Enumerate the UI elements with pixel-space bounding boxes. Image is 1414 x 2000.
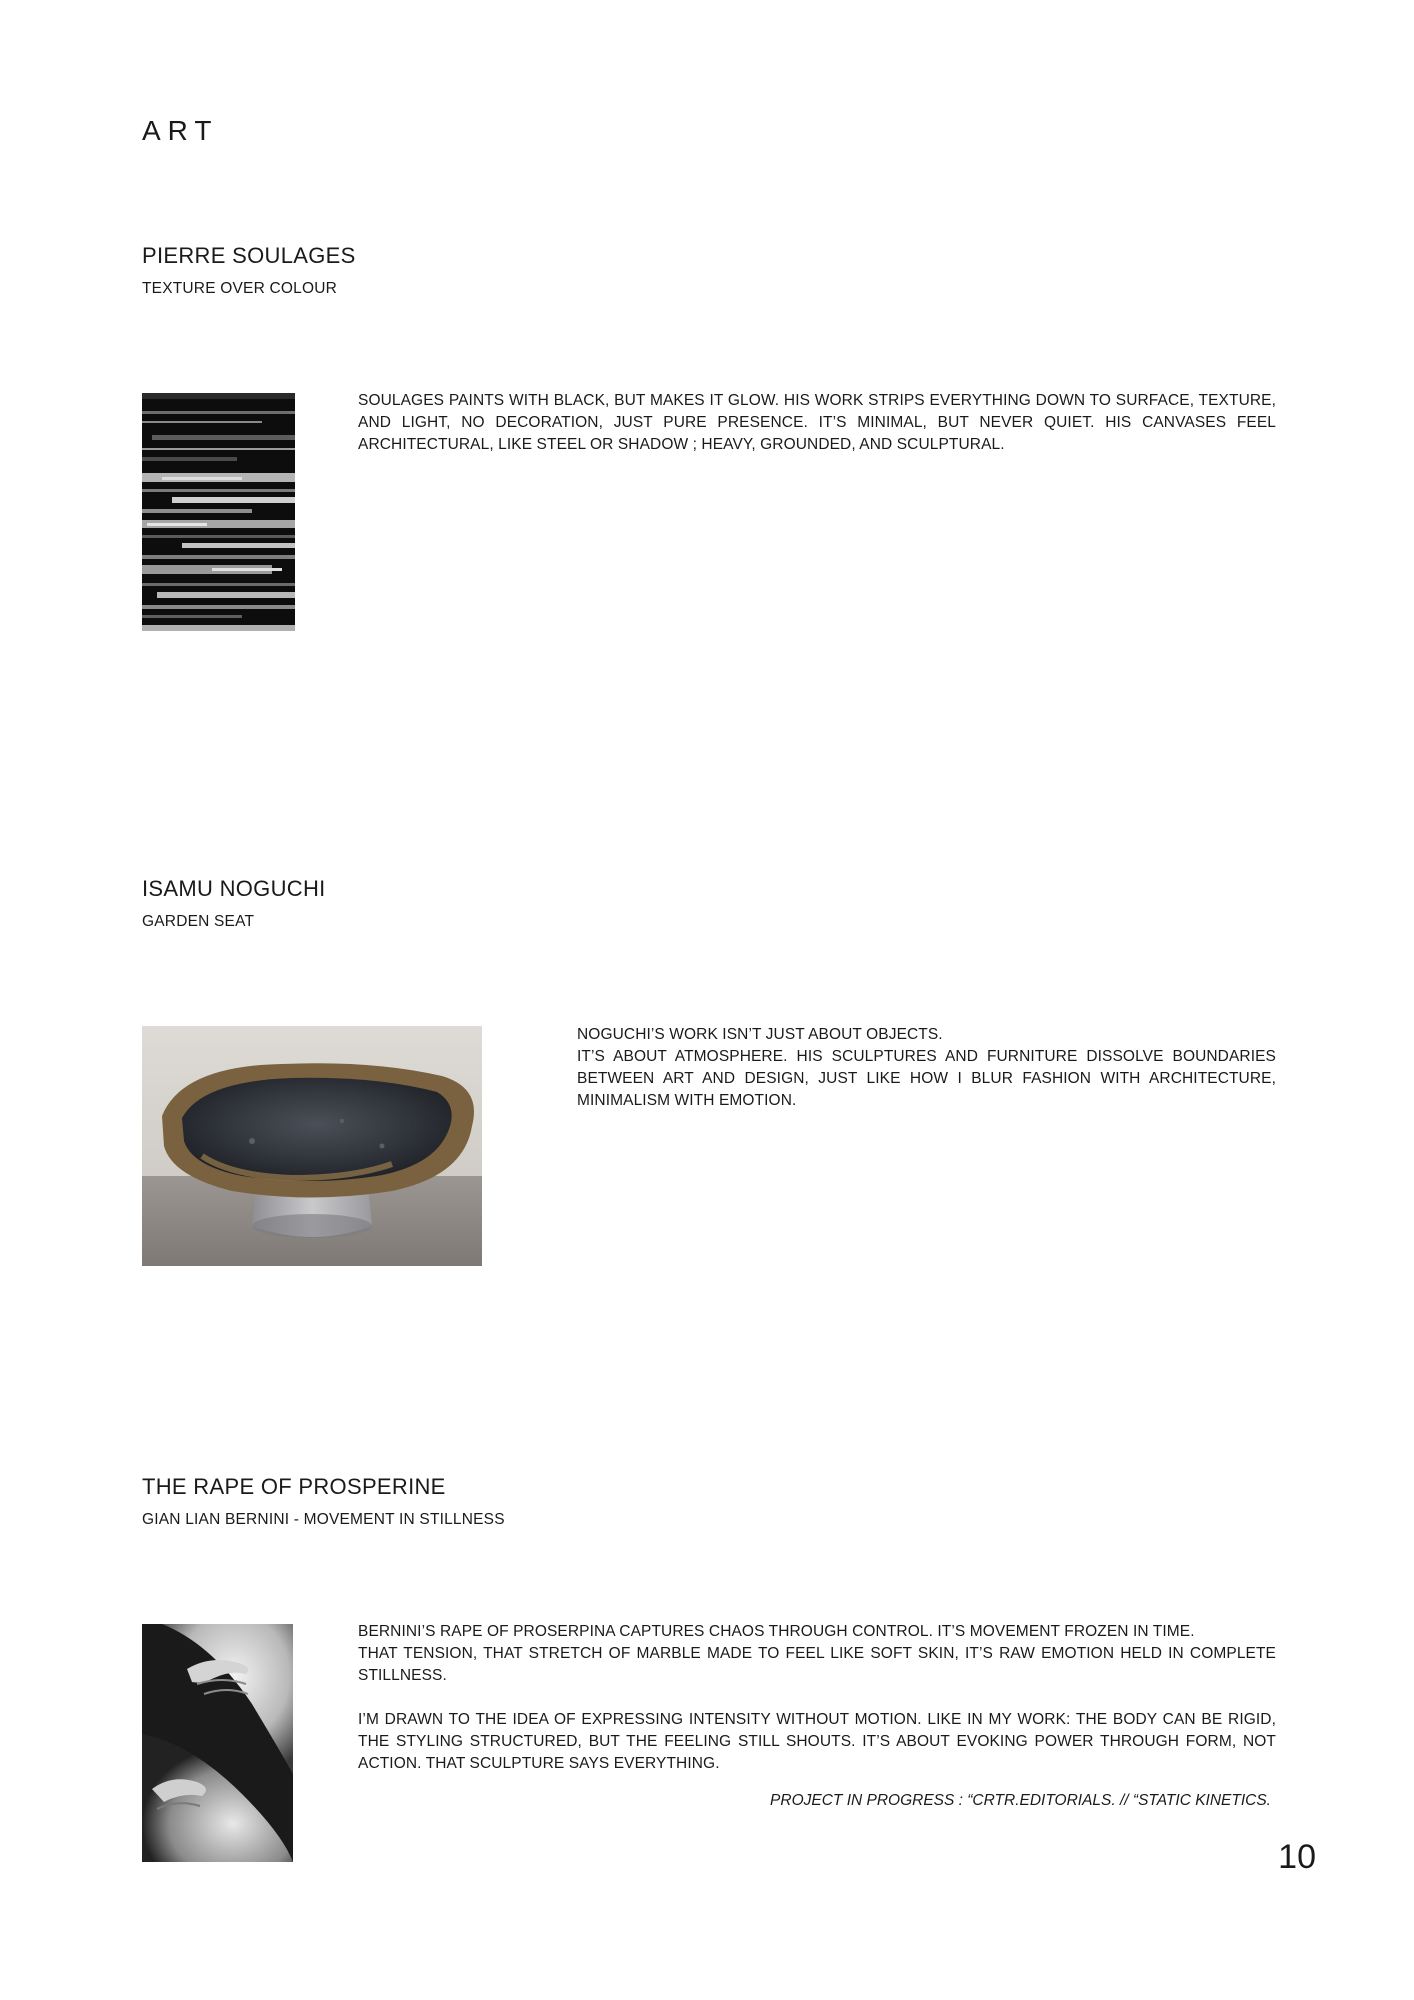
page-title: ART <box>142 115 219 146</box>
bernini-description <box>358 1621 1276 1775</box>
noguchi-garden-seat-image <box>142 1026 482 1266</box>
soulages-description <box>358 390 1276 456</box>
section-title-soulages: PIERRE SOULAGES <box>142 243 356 268</box>
section-subtitle-soulages: TEXTURE OVER COLOUR <box>142 280 337 297</box>
noguchi-description <box>577 1024 1276 1112</box>
project-in-progress-note: PROJECT IN PROGRESS : “CRTR.EDITORIALS. // “STATIC KINETICS. <box>770 1792 1271 1809</box>
bernini-paragraph-2: THAT TENSION, THAT STRETCH OF MARBLE MADE TO FEEL LIKE SOFT SKIN, IT’S RAW EMOTION HELD IN COMPLETE STILLNESS. <box>358 1645 1276 1684</box>
section-title-noguchi: ISAMU NOGUCHI <box>142 876 326 901</box>
bernini-sculpture-image <box>142 1624 293 1862</box>
bernini-paragraph-3: I’M DRAWN TO THE IDEA OF EXPRESSING INTENSITY WITHOUT MOTION. LIKE IN MY WORK: THE BODY CAN BE RIGID, THE STYLING STRUCTURED, BUT THE FEELING STILL SHOUTS. IT’S ABOUT EVOKING POWER THROUGH FORM, NOT ACTION. THAT SCULPTURE SAYS EVERYTHING. <box>358 1711 1276 1772</box>
noguchi-paragraph-2: IT’S ABOUT ATMOSPHERE. HIS SCULPTURES AND FURNITURE DISSOLVE BOUNDARIES BETWEEN ART AND DESIGN, JUST LIKE HOW I BLUR FASHION WITH ARCHITECTURE, MINIMALISM WITH EMOTION. <box>577 1048 1276 1109</box>
soulages-paragraph: SOULAGES PAINTS WITH BLACK, BUT MAKES IT GLOW. HIS WORK STRIPS EVERYTHING DOWN TO SURFACE, TEXTURE, AND LIGHT, NO DECORATION, JUST PURE PRESENCE. IT’S MINIMAL, BUT NEVER QUIET. HIS CANVASES FEEL ARCHITECTURAL, LIKE STEEL OR SHADOW ; HEAVY, GROUNDED, AND SCULPTURAL. <box>358 392 1276 453</box>
section-subtitle-bernini: GIAN LIAN BERNINI - MOVEMENT IN STILLNESS <box>142 1511 505 1528</box>
section-subtitle-noguchi: GARDEN SEAT <box>142 913 255 930</box>
noguchi-paragraph-1: NOGUCHI’S WORK ISN’T JUST ABOUT OBJECTS. <box>577 1026 943 1043</box>
bernini-paragraph-1: BERNINI’S RAPE OF PROSERPINA CAPTURES CHAOS THROUGH CONTROL. IT’S MOVEMENT FROZEN IN TIME. <box>358 1623 1195 1640</box>
page-number: 10 <box>1278 1838 1316 1876</box>
soulages-painting-image <box>142 393 295 631</box>
section-title-bernini: THE RAPE OF PROSPERINE <box>142 1474 446 1499</box>
